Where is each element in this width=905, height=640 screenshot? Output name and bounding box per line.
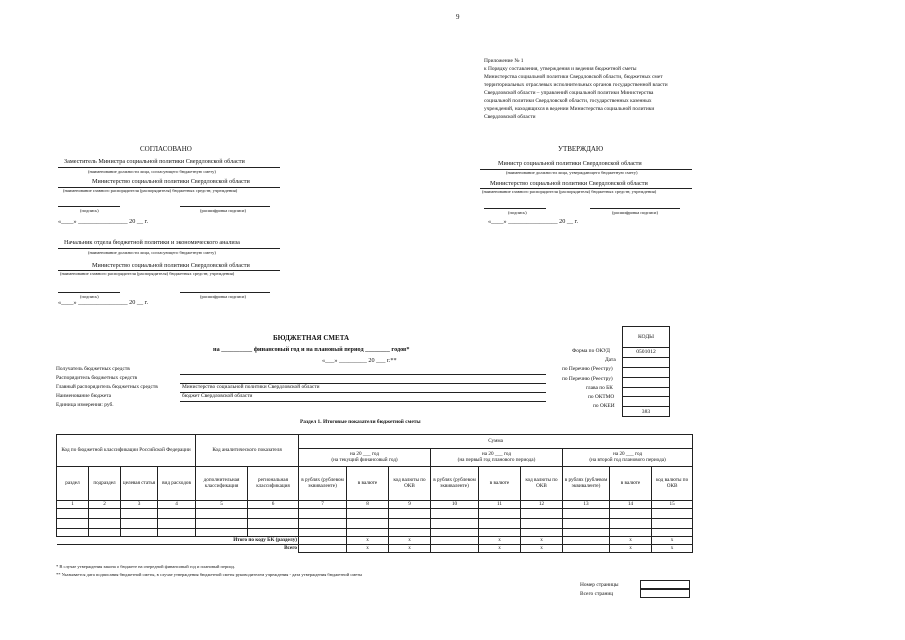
document-title: БЮДЖЕТНАЯ СМЕТА	[273, 334, 350, 342]
date-line: «____» ________________ 20 __ г.	[488, 218, 579, 225]
total-label: Итого по коду БК (разделу)	[57, 537, 299, 545]
table-row	[57, 509, 693, 519]
code-value: 383	[623, 407, 670, 417]
code-label: по Перечню (Реестру)	[562, 376, 613, 382]
header-analytic: Код аналитического показателя	[196, 435, 299, 467]
approver-org: Министерство социальной политики Свердловской области	[490, 180, 648, 187]
page-number-label: Номер страницы	[580, 582, 619, 588]
footnote: ** Указывается дата подписания бюджетной сметы, в случае утверждения бюджетной сметы руководителем учреждения - дата утверждения бюджетной сметы	[56, 572, 363, 577]
code-value	[623, 377, 670, 387]
code-value	[623, 387, 670, 397]
header-year2: на 20 ___ год (на первый год планового периода)	[431, 449, 563, 467]
x-mark: х	[610, 537, 652, 545]
code-label: глава по БК	[586, 385, 613, 391]
x-mark: х	[347, 545, 389, 553]
col-number: 14	[610, 501, 652, 509]
info-label: Главный распорядитель бюджетных средств	[56, 384, 158, 390]
header-celevaya: целевая статья	[121, 467, 158, 501]
approved-left-heading: СОГЛАСОВАНО	[140, 145, 192, 153]
appendix-line: территориальных отраслевых исполнительных органов государственной власти	[484, 82, 668, 88]
table-row	[57, 529, 693, 537]
x-mark: х	[521, 537, 563, 545]
appendix-line: Приложение № 1	[484, 58, 524, 64]
col-number: 2	[89, 501, 121, 509]
code-value	[623, 357, 670, 367]
grand-total-row	[57, 545, 693, 553]
approver-position: Начальник отдела бюджетной политики и экономического анализа	[64, 239, 240, 246]
header-reg: региональная классификация	[248, 467, 299, 501]
codes-header: КОДЫ	[623, 327, 670, 348]
caption: (наименование главного распорядителя (распорядителя) бюджетных средств; учреждения)	[482, 189, 657, 194]
x-mark: х	[652, 545, 693, 553]
col-number: 4	[158, 501, 196, 509]
x-mark: х	[521, 545, 563, 553]
header-dop: дополнительная классификация	[196, 467, 248, 501]
caption: (расшифровка подписи)	[612, 210, 658, 215]
header-rub: в рублях (рублевом эквиваленте)	[299, 467, 347, 501]
page-number-box	[640, 580, 690, 589]
total-pages-label: Всего страниц	[580, 591, 614, 597]
appendix-line: Свердловской области – управлений социальной политики Министерства	[484, 90, 654, 96]
header-sum: Сумма	[299, 435, 693, 449]
date-line: «____» ________________ 20 __ г.	[58, 299, 149, 306]
footnote: * В случае утверждения закона о бюджете на очередной финансовый год и плановый период.	[56, 564, 236, 569]
table-row	[57, 519, 693, 529]
info-label: Распорядитель бюджетных средств	[56, 375, 138, 381]
header-year3: на 20 ___ год (на второй год планового периода)	[563, 449, 693, 467]
col-number: 9	[389, 501, 431, 509]
header-val: в валюте	[479, 467, 521, 501]
total-pages-box	[640, 589, 690, 598]
info-label: Единица измерения: руб.	[56, 402, 114, 408]
header-val: в валюте	[610, 467, 652, 501]
total-row	[57, 537, 693, 545]
x-mark: х	[347, 537, 389, 545]
caption: (наименование главного распорядителя (распорядителя) бюджетных средств; учреждения)	[60, 271, 235, 276]
info-value: Министерство социальной политики Свердловской области	[182, 384, 320, 390]
caption: (подпись)	[80, 208, 99, 213]
page-number: 9	[456, 13, 460, 21]
code-value: 0501012	[623, 348, 670, 358]
section-title: Раздел 1. Итоговые показатели бюджетной сметы	[300, 419, 421, 425]
header-okv: код валюты по ОКВ	[652, 467, 693, 501]
col-number: 1	[57, 501, 89, 509]
header-vid: вид расходов	[158, 467, 196, 501]
header-okv: код валюты по ОКВ	[521, 467, 563, 501]
appendix-line: Свердловской области	[484, 114, 536, 120]
x-mark: х	[479, 537, 521, 545]
document-date: «___» _________ 20 ___ г.**	[322, 357, 397, 364]
info-value: бюджет Свердловской области	[182, 393, 253, 399]
col-number: 12	[521, 501, 563, 509]
document-period: на __________ финансовый год и на плановый период ________ годов*	[213, 346, 410, 353]
codes-table	[622, 326, 670, 417]
code-label: по ОКЕИ	[593, 403, 615, 409]
code-label: по ОКТМО	[588, 394, 615, 400]
x-mark: х	[610, 545, 652, 553]
approver-position: Министр социальной политики Свердловской области	[498, 160, 642, 167]
info-label: Наименование бюджета	[56, 393, 112, 399]
appendix-line: учреждений, находящихся в ведении Министерства социальной политики	[484, 106, 655, 112]
header-razdel: раздел	[57, 467, 89, 501]
code-value	[623, 397, 670, 407]
caption: (наименование должности лица, согласующего бюджетную смету)	[88, 169, 216, 174]
x-mark: х	[652, 537, 693, 545]
header-year1: на 20 ___ год (на текущий финансовый год)	[299, 449, 431, 467]
x-mark: х	[389, 545, 431, 553]
budget-table	[56, 434, 693, 553]
appendix-line: социальной политики Свердловской области, государственных казенных	[484, 98, 652, 104]
approver-org: Министерство социальной политики Свердловской области	[92, 262, 250, 269]
approver-org: Министерство социальной политики Свердловской области	[92, 178, 250, 185]
code-label: по Перечню (Реестру)	[562, 366, 613, 372]
col-number: 11	[479, 501, 521, 509]
col-number: 10	[431, 501, 479, 509]
x-mark: х	[389, 537, 431, 545]
caption: (подпись)	[80, 294, 99, 299]
header-val: в валюте	[347, 467, 389, 501]
caption: (подпись)	[508, 210, 527, 215]
caption: (наименование должности лица, согласующего бюджетную смету)	[88, 250, 216, 255]
col-number: 5	[196, 501, 248, 509]
date-line: «____» ________________ 20 __ г.	[58, 218, 149, 225]
code-label: Дата	[605, 357, 616, 363]
appendix-line: Министерства социальной политики Свердловской области, бюджетных смет	[484, 74, 663, 80]
info-label: Получатель бюджетных средств	[56, 366, 130, 372]
col-number: 13	[563, 501, 610, 509]
appendix-line: к Порядку составления, утверждения и ведения бюджетной сметы	[484, 66, 637, 72]
caption: (наименование главного распорядителя (распорядителя) бюджетных средств; учреждения)	[63, 188, 238, 193]
code-value	[623, 367, 670, 377]
col-number: 7	[299, 501, 347, 509]
approved-right-heading: УТВЕРЖДАЮ	[558, 145, 604, 153]
approver-position: Заместитель Министра социальной политики Свердловской области	[64, 158, 245, 165]
header-rub: в рублях (рублевом эквиваленте)	[431, 467, 479, 501]
header-kbk: Код по бюджетной классификации Российской Федерации	[57, 435, 196, 467]
col-number: 3	[121, 501, 158, 509]
caption: (расшифровка подписи)	[200, 208, 246, 213]
col-number: 15	[652, 501, 693, 509]
x-mark: х	[479, 545, 521, 553]
col-number: 6	[248, 501, 299, 509]
col-number: 8	[347, 501, 389, 509]
header-okv: код валюты по ОКВ	[389, 467, 431, 501]
code-label: Форма по ОКУД	[572, 348, 610, 354]
grand-total-label: Всего	[57, 545, 299, 553]
header-podrazdel: подраздел	[89, 467, 121, 501]
header-rub: в рублях (рублевом эквиваленте)	[563, 467, 610, 501]
caption: (наименование должности лица, утверждающего бюджетную смету)	[506, 170, 638, 175]
caption: (расшифровка подписи)	[200, 294, 246, 299]
